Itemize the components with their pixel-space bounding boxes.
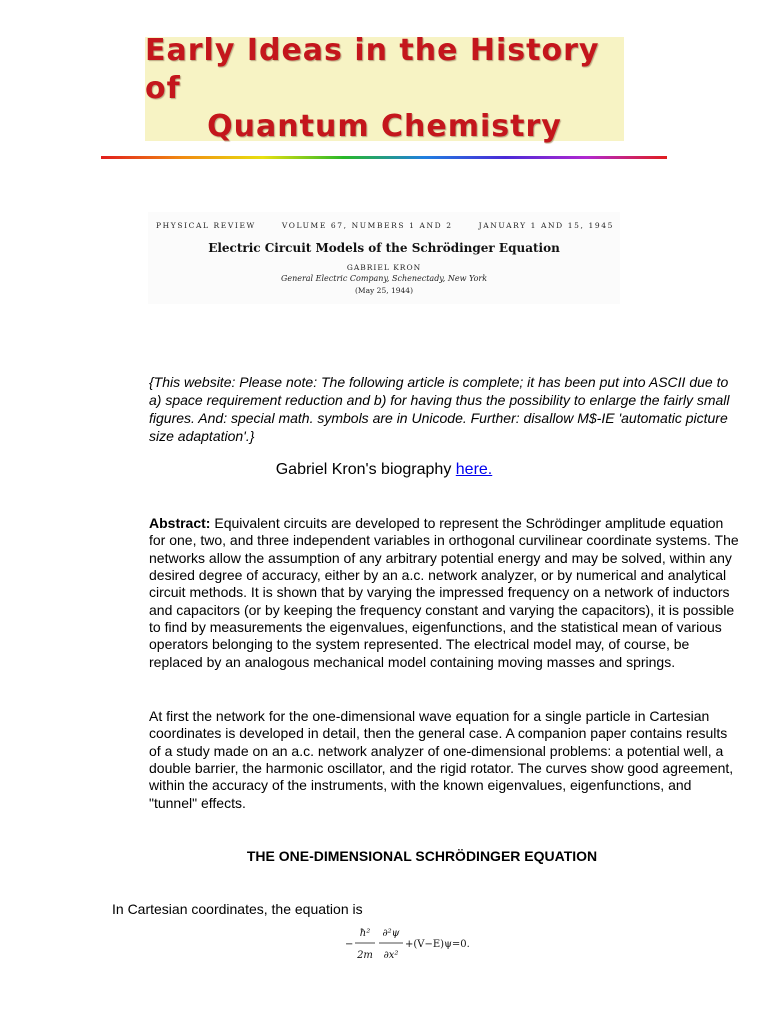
equation-partial-x: ∂x²: [383, 950, 399, 961]
article-author: GABRIEL KRON: [346, 263, 422, 272]
abstract-text: Equivalent circuits are developed to represent the Schrödinger amplitude equation for one, two, and three independent variables in orthogonal curvilinear coordinate systems. The networks allow the assumption of any arbitrary potential energy and may be solved, within any desired degree of accuracy, either by an a.c. network analyzer, or by numerical and analytical circuit methods. It is shown that by varying the impressed frequency on a network of inductors and capacitors (or by keeping the frequency constant and varying the capacitors), it is possible to find by measurements the eigenvalues, eigenfunctions, and the statistical mean of various operators belonging to the system represented. The electrical model may, of course, be replaced by an analogous mechanical model containing moving masses and springs.: [149, 515, 739, 670]
biography-text: Gabriel Kron's biography: [275, 461, 456, 478]
equation-intro-text: In Cartesian coordinates, the equation is: [112, 901, 363, 917]
website-note: {This website: Please note: The following article is complete; it has been put into ASCII due to a) space requirement reduction and b) for having thus the possibility to enlarge the fairly small figures. And: special math. symbols are in Unicode. Further: disallow M$-IE 'automatic picture size adaptation'.}: [149, 374, 730, 444]
journal-masthead: [148, 212, 620, 230]
journal-name: PHYSICAL REVIEW: [156, 221, 256, 230]
equation-hbar-squared: ħ²: [359, 928, 371, 939]
rainbow-divider: [101, 156, 667, 159]
schrodinger-equation: [345, 920, 495, 968]
equation-2m: 2m: [357, 950, 373, 961]
article-received-date: (May 25, 1944): [354, 286, 414, 295]
page-banner: [145, 33, 624, 144]
journal-header-image: [148, 212, 620, 304]
article-title: Electric Circuit Models of the Schrödinger Equation: [208, 241, 560, 255]
body-paragraph: At first the network for the one-dimensional wave equation for a single particle in Cartesian coordinates is developed in detail, then the general case. A companion paper contains results of a study made on an a.c. network analyzer of one-dimensional problems: a potential well, a double barrier, the harmonic oscillator, and the rigid rotator. The curves show good agreement, within the accuracy of the instruments, with the known eigenvalues, eigenfunctions, and "tunnel" effects.: [149, 708, 734, 811]
journal-date: JANUARY 1 AND 15, 1945: [478, 221, 614, 230]
equation-rest: +(V−E)ψ=0.: [405, 939, 470, 950]
journal-volume: VOLUME 67, NUMBERS 1 AND 2: [281, 221, 453, 230]
biography-line: [0, 460, 768, 480]
equation-minus: −: [345, 939, 354, 950]
section-heading: THE ONE-DIMENSIONAL SCHRÖDINGER EQUATION: [246, 848, 598, 864]
article-affiliation: General Electric Company, Schenectady, New York: [280, 274, 488, 283]
abstract-label: Abstract:: [149, 515, 211, 531]
banner-title-line2: Quantum Chemistry: [207, 109, 562, 144]
banner-title-line1: Early Ideas in the History of: [145, 33, 600, 106]
abstract-paragraph: [149, 515, 739, 671]
biography-link[interactable]: here.: [455, 461, 493, 478]
equation-partial-psi: ∂²ψ: [382, 928, 400, 939]
